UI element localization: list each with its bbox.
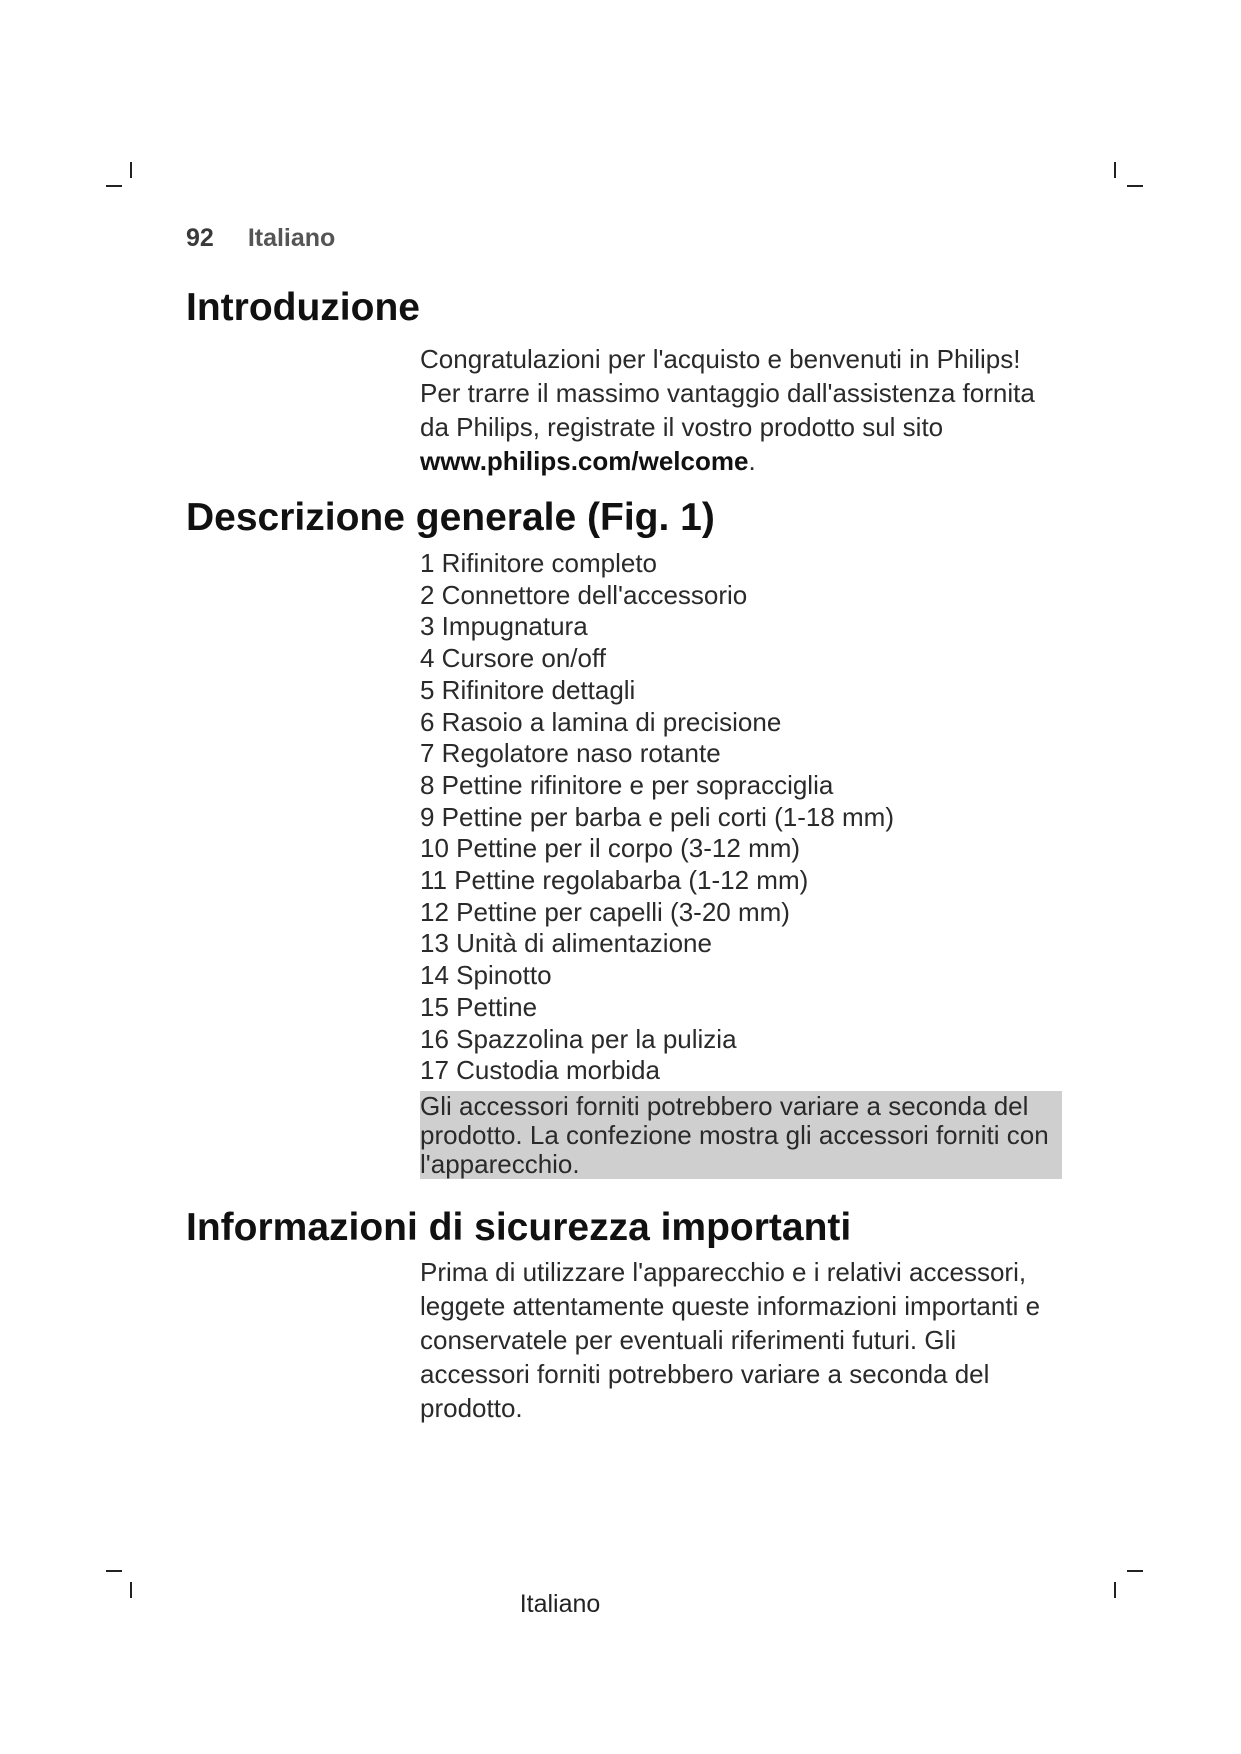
header-language: Italiano <box>247 224 336 252</box>
list-item: 11 Pettine regolabarba (1-12 mm) <box>420 865 809 896</box>
crop-mark <box>130 162 132 178</box>
introduction-heading: Introduzione <box>186 286 420 329</box>
accessories-note: Gli accessori forniti potrebbero variare a seconda del prodotto. La confezione mostra gli accessori forniti con l'apparecchio. <box>420 1091 1062 1179</box>
list-item: 3 Impugnatura <box>420 611 588 642</box>
introduction-text: Congratulazioni per l'acquisto e benvenuti in Philips! Per trarre il massimo vantaggio dall'assistenza fornita da Philips, registrate il vostro prodotto sul sito <box>420 344 1035 442</box>
list-item: 5 Rifinitore dettagli <box>420 674 636 705</box>
list-item: 16 Spazzolina per la pulizia <box>420 1023 737 1054</box>
parts-list <box>420 548 894 1087</box>
introduction-text-end: . <box>748 446 756 476</box>
safety-paragraph: Prima di utilizzare l'apparecchio e i relativi accessori, leggete attentamente queste informazioni importanti e conservatele per eventuali riferimenti futuri. Gli accessori forniti potrebbero variare a seconda del prodotto. <box>420 1257 1041 1423</box>
list-item: 13 Unità di alimentazione <box>420 928 712 959</box>
overview-heading: Descrizione generale (Fig. 1) <box>186 496 715 539</box>
running-header <box>186 224 335 253</box>
list-item: 7 Regolatore naso rotante <box>420 738 721 769</box>
list-item: 14 Spinotto <box>420 960 552 991</box>
list-item: 2 Connettore dell'accessorio <box>420 579 748 610</box>
page-number: 92 <box>186 224 214 252</box>
list-item: 6 Rasoio a lamina di precisione <box>420 706 782 737</box>
crop-mark <box>1127 1570 1143 1572</box>
crop-mark <box>1114 162 1116 178</box>
list-item: 15 Pettine <box>420 991 538 1022</box>
list-item: 8 Pettine rifinitore e per sopracciglia <box>420 769 834 800</box>
crop-mark <box>1127 185 1143 187</box>
crop-mark <box>106 1570 122 1572</box>
list-item: 12 Pettine per capelli (3-20 mm) <box>420 896 790 927</box>
list-item: 17 Custodia morbida <box>420 1055 660 1086</box>
safety-heading: Informazioni di sicurezza importanti <box>186 1206 852 1249</box>
list-item: 1 Rifinitore completo <box>420 548 657 578</box>
list-item: 9 Pettine per barba e peli corti (1-18 mm) <box>420 801 894 832</box>
crop-mark <box>106 185 122 187</box>
list-item: 10 Pettine per il corpo (3-12 mm) <box>420 833 801 864</box>
introduction-paragraph <box>420 342 1060 478</box>
list-item: 4 Cursore on/off <box>420 643 606 674</box>
welcome-link[interactable]: www.philips.com/welcome <box>420 446 749 476</box>
page-footer: Italiano <box>519 1590 601 1618</box>
